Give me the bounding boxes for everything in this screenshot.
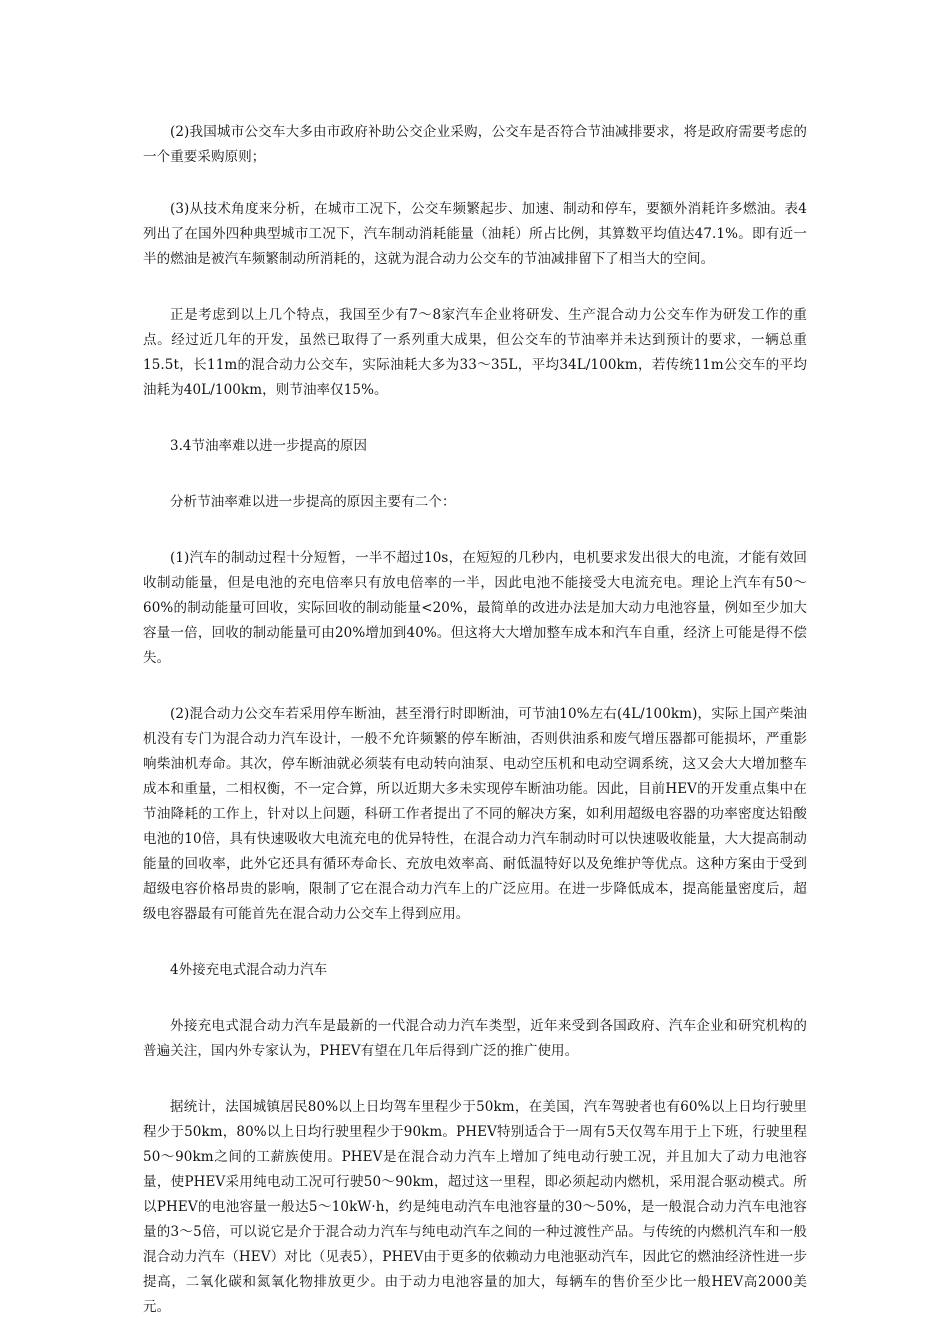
section-heading-3-4: 3.4节油率难以进一步提高的原因 xyxy=(170,438,367,454)
paragraph-stop-fuel-cut: (2)混合动力公交车若采用停车断油，甚至滑行时即断油，可节油10%左右(4L/100km)，实际上国产柴油机没有专门为混合动力汽车设计，一般不允许频繁的停车断油，否则供油系和废气增压器都可能损坏，严重影响柴油机寿命。其次，停车断油就必须装有电动转向油泵、电动空压机和电动空调系统，这又会大大增加整车成本和重量，二相权衡，不一定合算，所以近期大多未实现停车断油功能。因此，目前HEV的开发重点集中在节油降耗的工作上，针对以上问题，科研工作者提出了不同的解决方案，如利用超级电容器的功率密度达铅酸电池的10倍，具有快速吸收大电流充电的优异特性，在混合动力汽车制动时可以快速吸收能量，大大提高制动能量的回收率，此外它还具有循环寿命长、充放电效率高、耐低温特好以及免维护等优点。这种方案由于受到超级电容价格昂贵的影响，限制了它在混合动力汽车上的广泛应用。在进一步降低成本，提高能量密度后，超级电容器最有可能首先在混合动力公交车上得到应用。 xyxy=(143,706,807,922)
paragraph-reasons-intro: 分析节油率难以进一步提高的原因主要有二个： xyxy=(170,494,456,510)
paragraph-phev-statistics: 据统计，法国城镇居民80%以上日均驾车里程少于50km，在美国，汽车驾驶者也有60%以上日均行驶里程少于50km，80%以上日均行驶里程少于90km。PHEV特别适合于一周有5天仅驾车用于上下班，行驶里程50～90km之间的工薪族使用。PHEV是在混合动力汽车上增加了纯电动行驶工况，并且加大了动力电池容量，使PHEV采用纯电动工况可行驶50～90km，超过这一里程，即必须起动内燃机，采用混合驱动模式。所以PHEV的电池容量一般达5～10kW·h，约是纯电动汽车电池容量的30～50%，是一般混合动力汽车电池容量的3～5倍，可以说它是介于混合动力汽车与纯电动汽车之间的一种过渡性产品。与传统的内燃机汽车和一般混合动力汽车（HEV）对比（见表5），PHEV由于更多的依赖动力电池驱动汽车，因此它的燃油经济性进一步提高，二氧化碳和氮氧化物排放更少。由于动力电池容量的加大，每辆车的售价至少比一般HEV高2000美元。 xyxy=(143,1099,807,1315)
section-heading-4: 4外接充电式混合动力汽车 xyxy=(170,962,328,978)
paragraph-braking-process: (1)汽车的制动过程十分短暂，一半不超过10s，在短短的几秒内，电机要求发出很大的电流，才能有效回收制动能量，但是电池的充电倍率只有放电倍率的一半，因此电池不能接受大电流充电。理论上汽车有50～60%的制动能量可回收，实际回收的制动能量<20%，最简单的改进办法是加大动力电池容量，例如至少加大容量一倍，回收的制动能量可由20%增加到40%。但这将大大增加整车成本和汽车自重，经济上可能是得不偿失。 xyxy=(143,550,807,666)
document-page xyxy=(143,120,807,1320)
paragraph-braking-energy: (3)从技术角度来分析，在城市工况下，公交车频繁起步、加速、制动和停车，要额外消耗许多燃油。表4列出了在国外四种典型城市工况下，汽车制动消耗能量（油耗）所占比例，其算数平均值达47.1%。即有近一半的燃油是被汽车频繁制动所消耗的，这就为混合动力公交车的节油减排留下了相当大的空间。 xyxy=(143,201,807,267)
paragraph-fuel-saving-rate: 正是考虑到以上几个特点，我国至少有7～8家汽车企业将研发、生产混合动力公交车作为研发工作的重点。经过近几年的开发，虽然已取得了一系列重大成果，但公交车的节油率并未达到预计的要求，一辆总重15.5t，长11m的混合动力公交车，实际油耗大多为33～35L，平均34L/100km，若传统11m公交车的平均油耗为40L/100km，则节油率仅15%。 xyxy=(143,307,807,398)
paragraph-phev-intro: 外接充电式混合动力汽车是最新的一代混合动力汽车类型，近年来受到各国政府、汽车企业和研究机构的普遍关注，国内外专家认为，PHEV有望在几年后得到广泛的推广使用。 xyxy=(143,1018,807,1059)
paragraph-city-bus-procurement: (2)我国城市公交车大多由市政府补助公交企业采购，公交车是否符合节油减排要求，将是政府需要考虑的一个重要采购原则； xyxy=(143,124,807,165)
